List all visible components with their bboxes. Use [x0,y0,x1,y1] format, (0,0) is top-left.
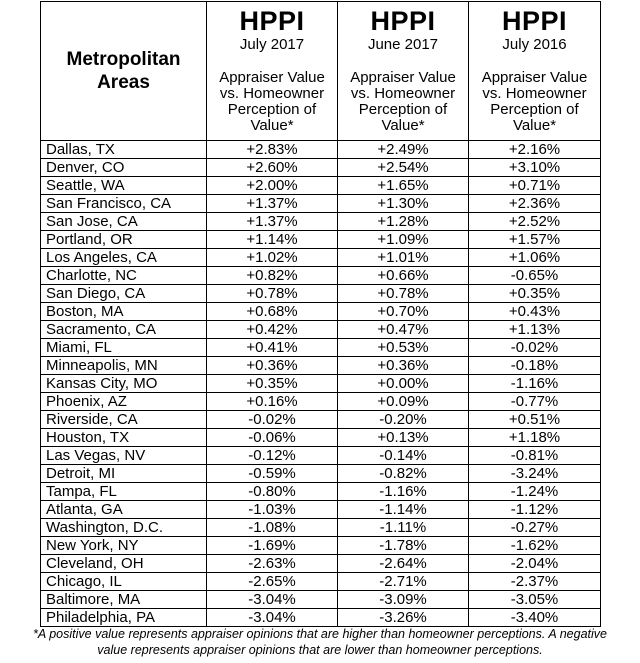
value-july-2017: +0.16% [207,393,338,411]
value-july-2016: -0.77% [469,393,601,411]
metro-area-cell: Charlotte, NC [41,267,207,285]
value-july-2016: -1.24% [469,483,601,501]
metro-area-cell: Sacramento, CA [41,321,207,339]
desc-line: Perception of [227,101,317,118]
value-july-2016: +0.71% [469,177,601,195]
metropolitan-areas-header [41,2,207,141]
value-june-2017: -2.64% [338,555,469,573]
metro-area-cell: Minneapolis, MN [41,357,207,375]
value-june-2017: -3.09% [338,591,469,609]
value-july-2016: -0.65% [469,267,601,285]
column-header-july-2017 [207,2,338,141]
value-july-2016: -0.81% [469,447,601,465]
metro-area-cell: Boston, MA [41,303,207,321]
table-row [41,339,601,357]
value-june-2017: +2.49% [338,141,469,159]
value-july-2017: +0.36% [207,357,338,375]
table-row [41,231,601,249]
table-row [41,249,601,267]
metro-area-cell: Los Angeles, CA [41,249,207,267]
value-june-2017: +1.30% [338,195,469,213]
value-july-2016: +0.51% [469,411,601,429]
column-description [338,70,468,134]
value-june-2017: +0.00% [338,375,469,393]
desc-line: Appraiser Value [219,69,325,86]
desc-line: Value* [250,117,294,134]
table-row [41,447,601,465]
value-june-2017: +1.09% [338,231,469,249]
column-title: HPPI [501,6,568,36]
value-july-2017: -3.04% [207,591,338,609]
table-row [41,375,601,393]
metro-area-cell: San Diego, CA [41,285,207,303]
table-row [41,519,601,537]
table-row [41,483,601,501]
column-description [469,70,600,134]
desc-line: Appraiser Value [481,69,588,86]
metro-area-cell: Kansas City, MO [41,375,207,393]
value-july-2017: -1.08% [207,519,338,537]
desc-line: Perception of [490,101,579,118]
value-july-2017: +0.82% [207,267,338,285]
value-june-2017: +0.78% [338,285,469,303]
value-july-2016: -0.02% [469,339,601,357]
table-row [41,177,601,195]
table-header [41,2,601,141]
value-june-2017: +0.70% [338,303,469,321]
table-row [41,195,601,213]
value-june-2017: -1.78% [338,537,469,555]
desc-line: vs. Homeowner [219,85,325,102]
value-july-2017: +1.14% [207,231,338,249]
value-july-2016: +0.35% [469,285,601,303]
column-date: July 2016 [502,36,567,53]
table-row [41,267,601,285]
value-june-2017: -3.26% [338,609,469,627]
header-row [41,2,601,141]
table-row [41,573,601,591]
value-july-2016: +1.13% [469,321,601,339]
column-title: HPPI [370,6,436,36]
metro-area-cell: Dallas, TX [41,141,207,159]
value-july-2017: +0.35% [207,375,338,393]
value-july-2017: -0.80% [207,483,338,501]
hppi-table [40,1,601,627]
value-july-2017: -3.04% [207,609,338,627]
table-row [41,357,601,375]
value-july-2017: -2.65% [207,573,338,591]
table-row [41,501,601,519]
value-july-2016: +1.18% [469,429,601,447]
column-header-june-2017 [338,2,469,141]
value-june-2017: -1.14% [338,501,469,519]
metro-area-cell: San Francisco, CA [41,195,207,213]
footnote [0,626,640,658]
value-june-2017: -2.71% [338,573,469,591]
value-june-2017: +0.66% [338,267,469,285]
value-july-2017: -0.06% [207,429,338,447]
value-june-2017: +0.36% [338,357,469,375]
value-july-2017: -0.59% [207,465,338,483]
value-july-2017: +2.60% [207,159,338,177]
value-july-2016: +0.43% [469,303,601,321]
metro-area-cell: Portland, OR [41,231,207,249]
value-july-2017: +0.42% [207,321,338,339]
column-header-july-2016 [469,2,601,141]
metro-area-cell: Tampa, FL [41,483,207,501]
value-june-2017: +1.28% [338,213,469,231]
value-july-2016: -3.24% [469,465,601,483]
value-june-2017: -0.20% [338,411,469,429]
metro-area-cell: Washington, D.C. [41,519,207,537]
metro-area-cell: Seattle, WA [41,177,207,195]
value-july-2017: +0.41% [207,339,338,357]
value-june-2017: +1.65% [338,177,469,195]
table-row [41,285,601,303]
value-july-2016: -3.40% [469,609,601,627]
table-row [41,411,601,429]
value-july-2017: -2.63% [207,555,338,573]
metro-area-cell: San Jose, CA [41,213,207,231]
value-july-2016: -3.05% [469,591,601,609]
value-july-2016: +1.06% [469,249,601,267]
column-title: HPPI [239,6,305,36]
table-row [41,321,601,339]
value-july-2016: +2.16% [469,141,601,159]
table-body [41,141,601,627]
footnote-line-2: value represents appraiser opinions that are lower than homeowner perceptions. [97,643,543,657]
metro-area-cell: Cleveland, OH [41,555,207,573]
metro-area-cell: Phoenix, AZ [41,393,207,411]
metro-area-cell: Denver, CO [41,159,207,177]
column-description [207,70,337,134]
value-june-2017: -1.16% [338,483,469,501]
metro-area-cell: Detroit, MI [41,465,207,483]
desc-line: Perception of [358,101,448,118]
metro-area-cell: Baltimore, MA [41,591,207,609]
value-july-2017: -1.03% [207,501,338,519]
value-july-2017: +1.37% [207,213,338,231]
desc-line: Value* [512,117,557,134]
value-july-2016: -2.04% [469,555,601,573]
table-row [41,429,601,447]
table-row [41,141,601,159]
metro-area-cell: Chicago, IL [41,573,207,591]
value-july-2016: -2.37% [469,573,601,591]
metro-area-cell: Houston, TX [41,429,207,447]
value-june-2017: +2.54% [338,159,469,177]
value-july-2016: -0.27% [469,519,601,537]
value-june-2017: +0.53% [338,339,469,357]
value-july-2017: +0.78% [207,285,338,303]
table-row [41,393,601,411]
value-july-2016: -1.12% [469,501,601,519]
value-july-2016: -1.62% [469,537,601,555]
footnote-line-1: *A positive value represents appraiser opinions that are higher than homeowner perceptions. A negative [33,627,607,641]
desc-line: vs. Homeowner [482,85,587,102]
metro-area-cell: New York, NY [41,537,207,555]
metro-area-cell: Atlanta, GA [41,501,207,519]
corner-line-2: Areas [97,72,150,93]
corner-line-1: Metropolitan [66,49,181,70]
value-july-2016: +2.36% [469,195,601,213]
value-july-2017: +0.68% [207,303,338,321]
value-july-2016: -0.18% [469,357,601,375]
value-june-2017: +0.09% [338,393,469,411]
column-date: July 2017 [239,36,305,53]
value-june-2017: -0.82% [338,465,469,483]
value-july-2016: +3.10% [469,159,601,177]
metro-area-cell: Las Vegas, NV [41,447,207,465]
table-row [41,537,601,555]
column-date: June 2017 [367,36,439,53]
value-june-2017: -1.11% [338,519,469,537]
value-july-2016: +2.52% [469,213,601,231]
value-july-2017: +1.02% [207,249,338,267]
desc-line: Appraiser Value [350,69,456,86]
metro-area-cell: Miami, FL [41,339,207,357]
metro-area-cell: Riverside, CA [41,411,207,429]
value-june-2017: +1.01% [338,249,469,267]
value-june-2017: +0.47% [338,321,469,339]
table-row [41,555,601,573]
table-row [41,213,601,231]
value-june-2017: +0.13% [338,429,469,447]
value-july-2017: +2.00% [207,177,338,195]
value-july-2017: -1.69% [207,537,338,555]
table-row [41,303,601,321]
table-row [41,591,601,609]
value-july-2017: -0.12% [207,447,338,465]
metro-area-cell: Philadelphia, PA [41,609,207,627]
value-july-2016: +1.57% [469,231,601,249]
desc-line: Value* [381,117,425,134]
value-july-2017: +1.37% [207,195,338,213]
value-july-2016: -1.16% [469,375,601,393]
table-row [41,465,601,483]
table-row [41,609,601,627]
table-row [41,159,601,177]
value-july-2017: +2.83% [207,141,338,159]
desc-line: vs. Homeowner [350,85,456,102]
value-july-2017: -0.02% [207,411,338,429]
value-june-2017: -0.14% [338,447,469,465]
